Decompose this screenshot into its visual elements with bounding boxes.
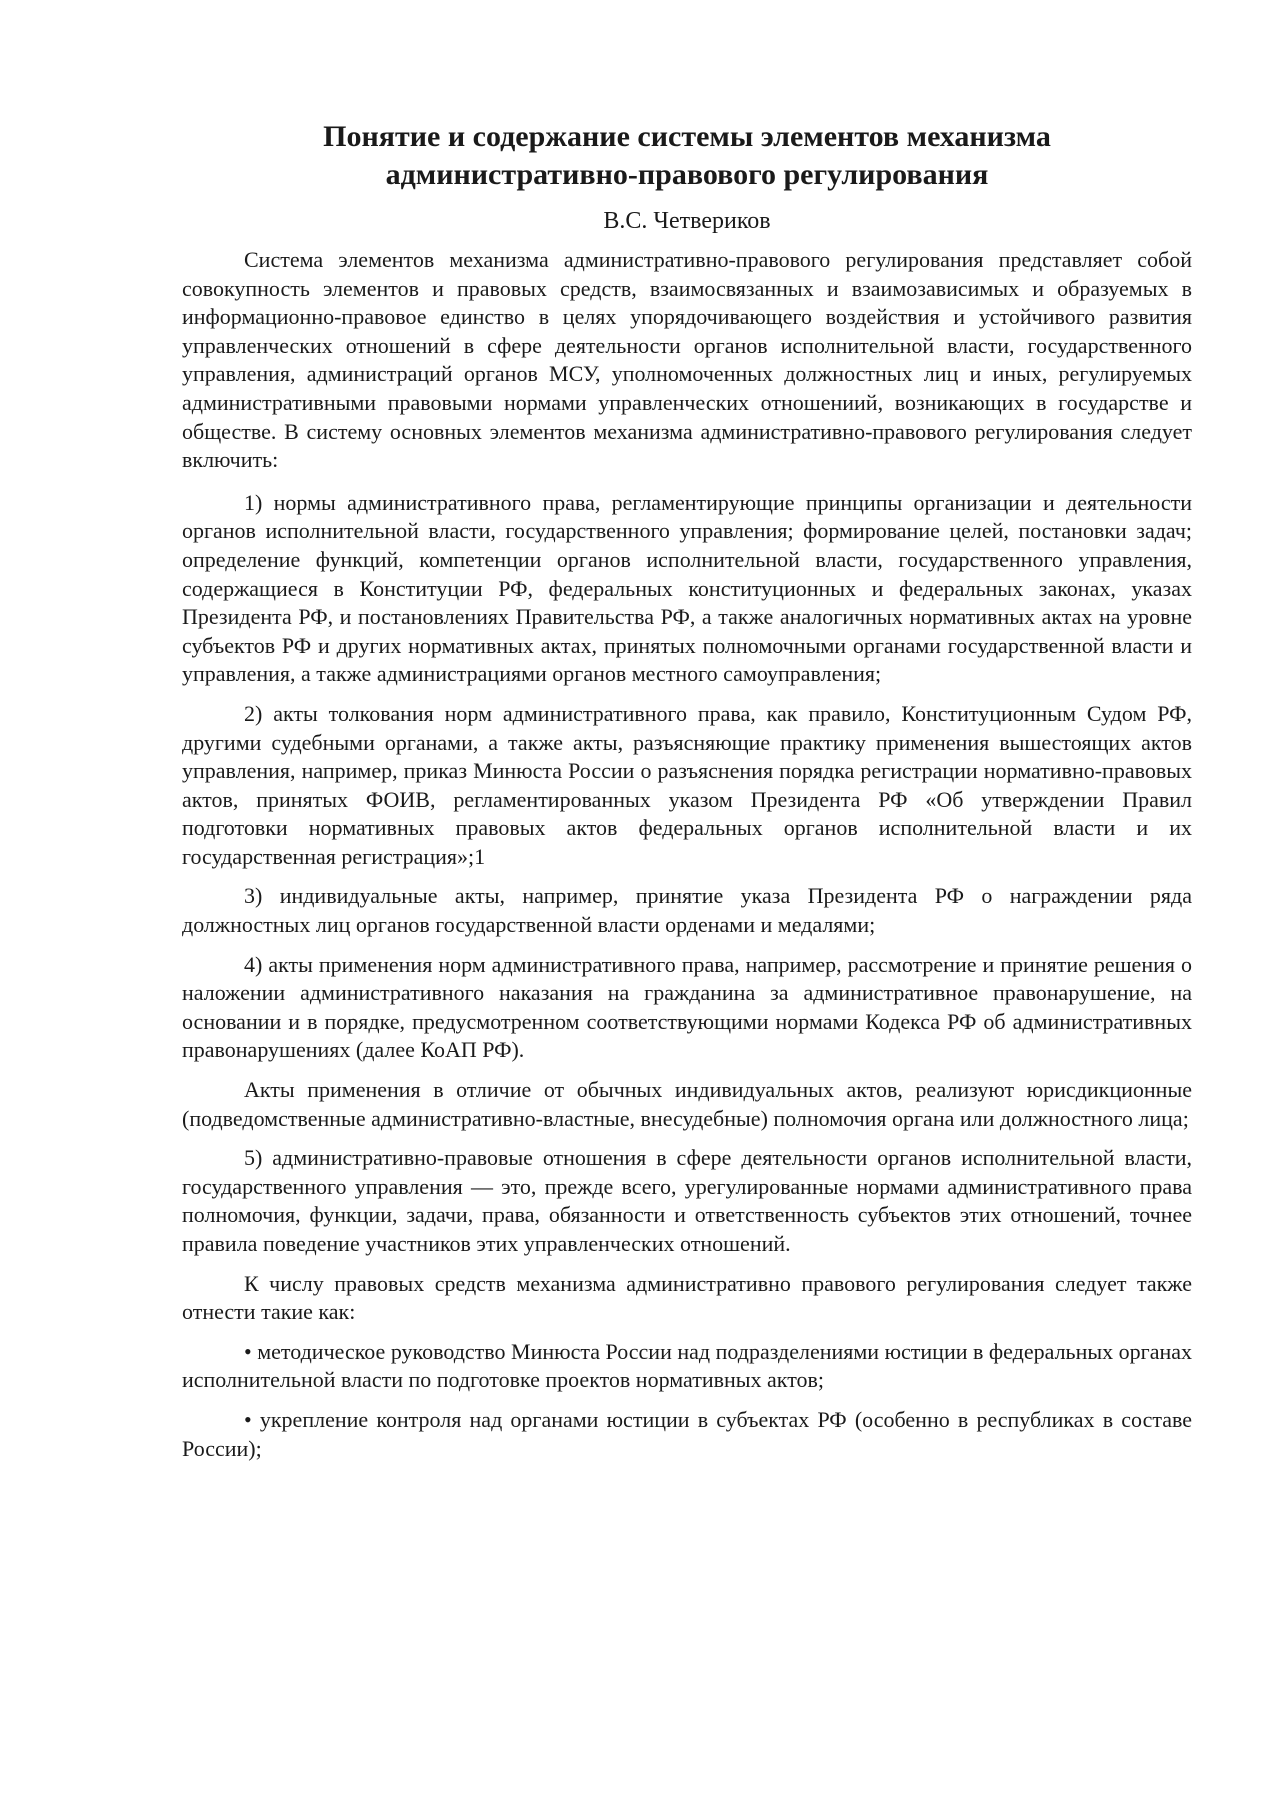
document-title — [182, 118, 1192, 194]
paragraph-item-1: 1) нормы административного права, регламентирующие принципы организации и деятельности органов исполнительной власти, государственного управления; формирование целей, постановки задач; определение функций, компетенции органов исполнительной власти, государственного управления, содержащиеся в Конституции РФ, федеральных конституционных и федеральных законах, указах Президента РФ, и постановлениях Правительства РФ, а также аналогичных нормативных актах на уровне субъектов РФ и других нормативных актах, принятых полномочными органами государственной власти и управления, а также администрациями органов местного самоуправления; — [182, 489, 1192, 687]
paragraph-legal-means: К числу правовых средств механизма административно правового регулирования следует также отнести такие как: — [182, 1270, 1192, 1325]
paragraph-item-3: 3) индивидуальные акты, например, принятие указа Президента РФ о награждении ряда должностных лиц органов государственной власти орденами и медалями; — [182, 883, 1192, 938]
bullet-item-1: • методическое руководство Минюста России над подразделениями юстиции в федеральных органах исполнительной власти по подготовке проектов нормативных актов; — [182, 1338, 1192, 1393]
paragraph-item-5: 5) административно-правовые отношения в сфере деятельности органов исполнительной власти, государственного управления — это, прежде всего, урегулированные нормами административного права полномочия, функции, задачи, права, обязанности и ответственность субъектов этих отношений, точнее правила поведение участников этих управленческих отношений. — [182, 1145, 1192, 1256]
document-page — [182, 118, 1192, 1474]
bullet-item-2: • укрепление контроля над органами юстиции в субъектах РФ (особенно в республиках в составе России); — [182, 1406, 1192, 1461]
title-line-2: административно-правового регулирования — [385, 158, 989, 191]
author-name: В.С. Четвериков — [603, 208, 771, 234]
paragraph-item-4: 4) акты применения норм административного права, например, рассмотрение и принятие решения о наложении административного наказания на гражданина за административное правонарушение, на основании и в порядке, предусмотренном соответствующими нормами Кодекса РФ об административных правонарушениях (далее КоАП РФ). — [182, 951, 1192, 1063]
paragraph-item-2: 2) акты толкования норм административного права, как правило, Конституционным Судом РФ, другими судебными органами, а также акты, разъясняющие практику применения вышестоящих актов управления, например, приказ Минюста России о разъяснения порядка регистрации нормативно-правовых актов, принятых ФОИВ, регламентированных указом Президента РФ «Об утверждении Правил подготовки нормативных правовых актов федеральных органов исполнительной власти и их государственная регистрация»;1 — [182, 700, 1192, 869]
paragraph-intro: Система элементов механизма административно-правового регулирования представляет собой совокупность элементов и правовых средств, взаимосвязанных и взаимозависимых и образуемых в информационно-правовое единство в целях упорядочивающего воздействия и устойчивого развития управленческих отношений в сфере деятельности органов исполнительной власти, государственного управления, администраций органов МСУ, уполномоченных должностных лиц и иных, регулируемых административными правовыми нормами управленческих отношениий, возникающих в государстве и обществе. В систему основных элементов механизма административно-правового регулирования следует включить: — [182, 247, 1192, 473]
title-line-1: Понятие и содержание системы элементов механизма — [323, 120, 1051, 153]
paragraph-note: Акты применения в отличие от обычных индивидуальных актов, реализуют юрисдикционные (подведомственные административно-властные, внесудебные) полномочия органа или должностного лица; — [182, 1077, 1192, 1131]
